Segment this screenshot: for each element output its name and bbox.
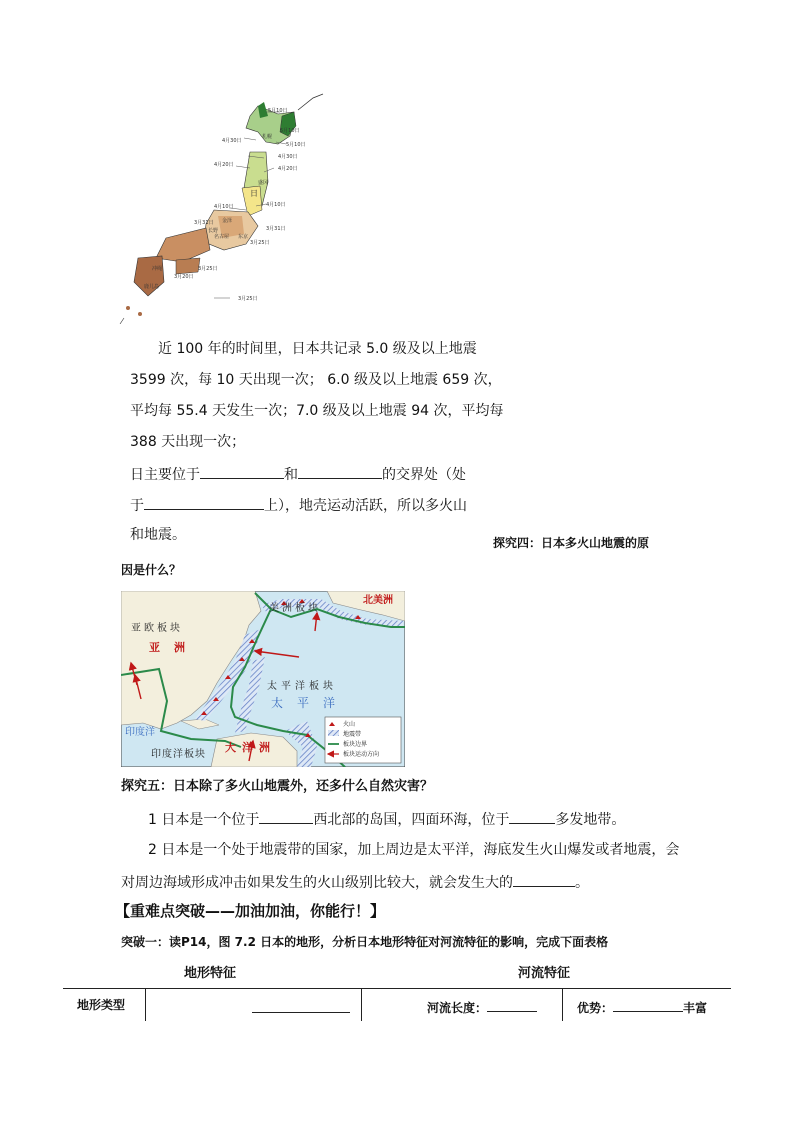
map-label: 3月31日 — [266, 226, 286, 232]
legend-volcano: 火山 — [343, 721, 356, 728]
advantage-label — [577, 999, 707, 1014]
plate-map-legend — [325, 717, 401, 763]
table-header-terrain: 地形特征 — [184, 966, 237, 981]
map-label: 金泽 — [222, 218, 233, 224]
explore5-q2-line1: 2 日本是一个处于地震带的国家，加上周边是太平洋，海底发生火山爆发或者地震，会 — [148, 842, 680, 858]
label-oceania: 大洋洲 — [225, 741, 276, 754]
fill-text: 于 — [130, 498, 144, 514]
map-label: 冲绳 — [152, 266, 163, 272]
fill-text: 的交界处（处 — [382, 467, 466, 483]
legend-direction: 板块运动方向 — [343, 751, 380, 758]
q1-text: 西北部的岛国，四面环海，位于 — [313, 812, 510, 828]
river-length-label — [427, 999, 537, 1014]
plate-map-svg — [121, 591, 405, 767]
japan-map-svg — [118, 92, 333, 324]
label-indian-plate: 印度洋板块 — [151, 749, 206, 760]
map-label: 盛冈 — [258, 180, 269, 186]
q2-text: 对周边海域形成冲击如果发生的火山级别比较大，就会发生大的 — [121, 875, 513, 891]
map-label: 5月10日 — [280, 128, 300, 134]
river-length-blank[interactable] — [487, 999, 537, 1012]
fill-text: 和 — [284, 467, 298, 483]
table-divider — [145, 988, 146, 1021]
stat-line-3: 平均每 55.4 天发生一次；7.0 级及以上地震 94 次，平均每 — [130, 403, 504, 419]
map-label: 3月25日 — [238, 296, 258, 302]
q1-text: 多发地带。 — [555, 812, 626, 828]
label-american-plate: 美洲板块 — [269, 603, 321, 614]
map-label: 4月10日 — [266, 202, 286, 208]
stat-line-2: 3599 次，每 10 天出现一次； 6.0 级及以上地震 659 次， — [130, 372, 502, 388]
breakthrough-1-text: 突破一：读P14，图 7.2 日本的地形，分析日本地形特征对河流特征的影响，完成下面表格 — [121, 935, 609, 949]
map-label: 4月30日 — [278, 154, 298, 160]
answer-blank[interactable] — [144, 497, 264, 510]
map-label: 5月10日 — [286, 142, 306, 148]
label-indian-ocean: 印度洋 — [125, 727, 155, 738]
map-label: 4月20日 — [214, 162, 234, 168]
japan-bloom-map — [118, 92, 333, 324]
table-divider — [361, 988, 362, 1021]
fill-line-3: 和地震。 — [130, 527, 186, 543]
answer-blank[interactable] — [200, 466, 284, 479]
answer-blank[interactable] — [509, 811, 555, 824]
map-label: 鹿儿岛 — [144, 284, 160, 290]
map-label: 4月20日 — [278, 166, 298, 172]
honshu-west — [156, 228, 210, 262]
map-label: 3月25日 — [198, 266, 218, 272]
q2-text: 。 — [575, 875, 589, 891]
label-pacific-plate: 太平洋板块 — [267, 681, 337, 692]
advantage-blank[interactable] — [613, 999, 683, 1012]
table-divider — [562, 988, 563, 1021]
map-label: 名古屋 — [214, 234, 230, 240]
legend-quake-zone: 地震带 — [343, 731, 362, 738]
answer-blank[interactable] — [298, 466, 382, 479]
explore4-heading-part1: 探究四：日本多火山地震的原 — [493, 536, 650, 550]
map-label: 日 — [250, 189, 258, 198]
table-top-border — [63, 988, 731, 989]
label-north-america: 北美洲 — [363, 595, 393, 606]
explore5-heading: 探究五：日本除了多火山地震外，还多什么自然灾害？ — [121, 779, 434, 794]
section-heading: 【重难点突破——加油加油，你能行！】 — [115, 902, 386, 920]
table-header-river: 河流特征 — [518, 966, 571, 981]
fill-text: 日主要位于 — [130, 467, 200, 483]
legend-boundary: 板块边界 — [343, 741, 368, 748]
row-label-terrain-type: 地形类型 — [77, 998, 126, 1012]
explore5-q2-line2 — [121, 874, 589, 890]
stat-line-4: 388 天出现一次； — [130, 434, 246, 450]
fill-line-1 — [130, 466, 466, 482]
fill-text: 上），地壳运动活跃，所以多火山 — [264, 498, 467, 514]
river-length-text: 河流长度： — [427, 1001, 488, 1015]
kyushu — [134, 256, 164, 296]
q1-text: 1 日本是一个位于 — [148, 812, 260, 828]
label-pacific-ocean: 太平洋 — [271, 696, 350, 710]
terrain-answer-blank[interactable] — [252, 1000, 350, 1013]
quake-zone-swatch — [328, 730, 339, 736]
map-label: 4月30日 — [222, 138, 242, 144]
map-label: 3月20日 — [174, 274, 194, 280]
map-label: 5月10日 — [268, 108, 288, 114]
island — [138, 312, 142, 316]
map-label: 3月25日 — [250, 240, 270, 246]
label-eurasian-plate: 亚欧板块 — [131, 623, 183, 634]
rich-text: 丰富 — [683, 1001, 708, 1015]
answer-blank[interactable] — [513, 874, 575, 887]
plate-map — [121, 591, 405, 767]
ryukyu-chain — [120, 318, 124, 324]
map-label: 4月10日 — [214, 204, 234, 210]
advantage-text: 优势： — [577, 1001, 614, 1015]
kuril-islands — [298, 94, 323, 110]
fill-line-2 — [130, 497, 467, 513]
stat-line-1: 近 100 年的时间里，日本共记录 5.0 级及以上地震 — [158, 341, 477, 357]
shikoku — [176, 258, 200, 274]
map-label: 札幌 — [262, 134, 273, 140]
map-label: 3月31日 — [194, 220, 214, 226]
map-label: 东京 — [238, 234, 249, 240]
answer-blank[interactable] — [259, 811, 313, 824]
label-asia: 亚洲 — [149, 641, 199, 654]
island — [126, 306, 130, 310]
explore5-q1 — [148, 811, 625, 827]
explore4-heading-part2: 因是什么？ — [121, 563, 182, 577]
map-label: 长野 — [208, 228, 219, 234]
